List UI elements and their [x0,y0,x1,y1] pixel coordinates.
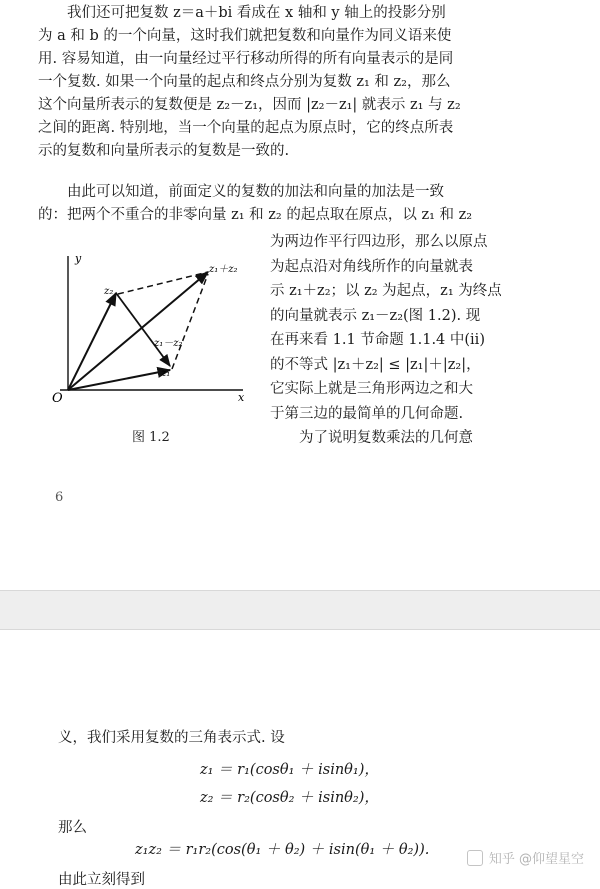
figure-caption: 图 1.2 [132,430,170,445]
text-line: 在再来看 1.1 节命题 1.1.4 中(ii) [270,332,485,348]
vector-z1 [68,370,170,390]
text-line: 于第三边的最简单的几何命题. [270,405,464,422]
text-line: 的不等式 |z₁＋z₂| ≤ |z₁|＋|z₂|， [270,356,481,373]
paragraph-wrap-text [270,230,570,451]
text-line: 一个复数. 如果一个向量的起点和终点分别为复数 z₁ 和 z₂，那么 [38,74,451,90]
text-line: 由此可以知道，前面定义的复数的加法和向量的加法是一致 [67,184,444,200]
text-line: 由此立刻得到 [58,872,145,888]
text-line: 为了说明复数乘法的几何意 [270,430,473,446]
text-line: 的：把两个不重合的非零向量 z₁ 和 z₂ 的起点取在原点，以 z₁ 和 z₂ [38,207,473,223]
text-line: 为 a 和 b 的一个向量，这时我们就把复数和向量作为同义语来使 [38,28,452,44]
text-line: 示的复数和向量所表示的复数是一致的. [38,143,290,159]
difference-label: z₁－z₂ [154,338,183,349]
equation-z1: z₁ ＝ r₁(cosθ₁ ＋ isinθ₁)， [200,762,379,778]
text-line: 为两边作平行四边形，那么以原点 [270,234,488,250]
watermark [467,848,584,867]
text-line: 之间的距离. 特别地，当一个向量的起点为原点时，它的终点所表 [38,120,454,136]
text-line: 它实际上就是三角形两边之和大 [270,381,473,397]
x-axis-label: x [238,391,245,404]
text-line: 为起点沿对角线所作的向量就表 [270,258,473,275]
text-line: 的向量就表示 z₁－z₂(图 1.2). 现 [270,307,481,324]
origin-label: O [52,391,63,406]
z1-label: z₁ [161,368,171,379]
equation-product: z₁z₂ ＝ r₁r₂(cos(θ₁ ＋ θ₂) ＋ isin(θ₁ ＋ θ₂)). [135,842,430,858]
text-line: 这个向量所表示的复数便是 z₂－z₁，因而 |z₂－z₁| 就表示 z₁ 与 z₂ [38,97,461,113]
paragraph-addition [38,181,570,227]
vector-z2 [68,293,116,390]
watermark-text: 知乎 @仰望星空 [488,852,584,867]
text-line: 用. 容易知道，由一向量经过平行移动所得的所有向量表示的是同 [38,51,454,67]
text-line: 那么 [58,820,87,836]
page-number: 6 [55,490,64,505]
paragraph-complex-vector [38,2,570,163]
text-line: 示 z₁＋z₂；以 z₂ 为起点，z₁ 为终点 [270,283,502,299]
zhihu-logo-icon [467,850,483,866]
text-line: 义，我们采用复数的三角表示式. 设 [58,730,285,746]
page-separator [0,590,600,630]
z2-label: z₂ [104,286,114,297]
sum-label: z₁＋z₂ [209,264,238,275]
y-axis-label: y [75,252,82,265]
vector-parallelogram-figure [38,248,268,448]
vector-difference [116,293,170,366]
equation-z2: z₂ ＝ r₂(cosθ₂ ＋ isinθ₂)， [200,790,379,806]
text-line: 我们还可把复数 z＝a＋bi 看成在 x 轴和 y 轴上的投影分别 [67,5,446,21]
book-page-lower [0,630,600,888]
